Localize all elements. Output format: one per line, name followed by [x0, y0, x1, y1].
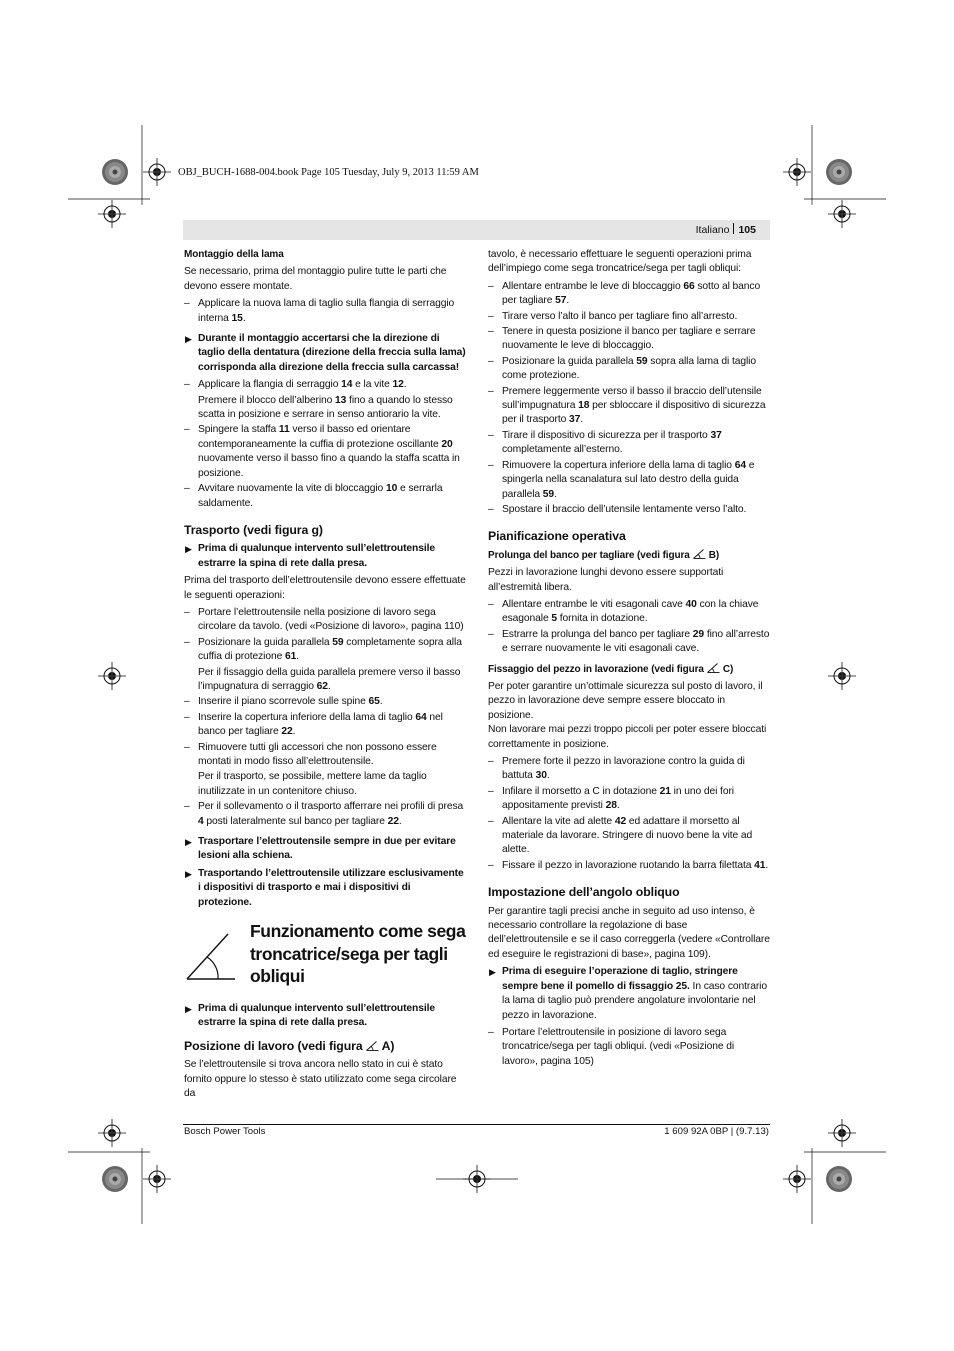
warning-item: ▶ Durante il montaggio accertarsi che la direzione di taglio della dentatura (direzione della freccia sulla lama) corrisponda alla direzione della freccia sulla carcassa!	[185, 333, 466, 373]
section-heading-impostazione: Impostazione dell’angolo obliquo	[488, 885, 680, 900]
section-heading-montaggio: Montaggio della lama	[184, 249, 284, 260]
subheading-prolunga: Prolunga del banco per tagliare (vedi figura B)	[488, 549, 720, 561]
right-column	[488, 248, 770, 1070]
list-item: – Avvitare nuovamente la vite di bloccaggio 10 e serrarla saldamente.	[184, 483, 443, 509]
list-item: – Tirare verso l’alto il banco per tagliare fino all’arresto.	[488, 310, 738, 322]
footer-doc-number: 1 609 92A 0BP | (9.7.13)	[664, 1126, 769, 1137]
warning-item: ▶ Prima di qualunque intervento sull’elettroutensile estrarre la spina di rete dalla presa.	[185, 543, 436, 569]
section-heading-posizione: Posizione di lavoro (vedi figura A)	[184, 1038, 395, 1053]
mitre-angle-icon	[184, 928, 238, 982]
warning-item: ▶ Trasportare l’elettroutensile sempre in due per evitare lesioni alla schiena.	[185, 836, 456, 862]
crosshair-registration-icon	[828, 200, 856, 228]
list-item: – Rimuovere la copertura inferiore della lama di taglio 64 e spingerla nella scanalatura sul lato destro della guida parallela 59.	[488, 459, 755, 500]
color-wheel-icon	[826, 1166, 852, 1192]
crosshair-registration-icon	[98, 200, 126, 228]
mitre-angle-icon	[366, 1041, 379, 1051]
color-wheel-icon	[102, 159, 128, 185]
running-header	[183, 220, 770, 240]
header-text	[696, 223, 756, 236]
list-item: – Allentare entrambe le viti esagonali cave 40 con la chiave esagonale 5 fornita in dotazione.	[488, 598, 759, 625]
list-item: – Applicare la flangia di serraggio 14 e la vite 12.	[184, 379, 407, 391]
footer-rule	[183, 1124, 770, 1125]
list-item-continuation: Premere il blocco dell’alberino 13 fino a quando lo stesso scatta in posizione e serrare in senso antiorario la vite.	[198, 394, 453, 421]
page-number: 105	[738, 224, 756, 236]
color-wheel-icon	[102, 1166, 128, 1192]
paragraph: Pezzi in lavorazione lunghi devono essere supportati all’estremità libera.	[488, 567, 724, 593]
list-item: – Spostare il braccio dell’utensile lentamente verso l’alto.	[488, 503, 747, 515]
crosshair-registration-icon	[828, 662, 856, 690]
warning-item: ▶ Trasportando l’elettroutensile utilizzare esclusivamente i dispositivi di trasporto e mai i dispositivi di protezione.	[185, 867, 464, 908]
list-item: – Premere forte il pezzo in lavorazione contro la guida di battuta 30.	[488, 756, 745, 782]
list-item-continuation: Per il trasporto, se possibile, mettere lame da taglio inutilizzate in un contenitore chiuso.	[198, 771, 427, 797]
chapter-heading-block	[184, 920, 466, 992]
list-item: – Tenere in questa posizione il banco per tagliare e serrare nuovamente le leve di bloccaggio.	[488, 326, 756, 352]
list-item: – Per il sollevamento o il trasporto afferrare nei profili di presa 4 posti lateralmente sul banco per tagliare 22.	[184, 801, 464, 827]
footer-brand: Bosch Power Tools	[184, 1126, 266, 1137]
mitre-angle-icon	[707, 663, 720, 673]
warning-item: ▶ Prima di eseguire l’operazione di taglio, stringere sempre bene il pomello di fissaggio 25. In caso contrario la lama di taglio può prendere angolature involontarie nel pezzo in lavorazione.	[489, 966, 767, 1021]
paragraph: tavolo, è necessario effettuare le seguenti operazioni prima dell’impiego come sega troncatrice/sega per tagli obliqui:	[488, 249, 752, 275]
subheading-fissaggio: Fissaggio del pezzo in lavorazione (vedi figura C)	[488, 663, 734, 675]
list-item: – Estrarre la prolunga del banco per tagliare 29 fino all’arresto e serrare nuovamente le viti esagonali cave.	[488, 628, 770, 655]
left-column	[184, 248, 466, 1105]
header-language: Italiano	[695, 224, 730, 236]
list-item: – Allentare la vite ad alette 42 ed adattare il morsetto al materiale da lavorare. Stringere di nuovo bene la vite ad alette.	[488, 815, 753, 856]
paragraph: Se l’elettroutensile si trova ancora nello stato in cui è stato fornito oppure lo stesso è stato utilizzato come sega circolare da	[184, 1059, 457, 1100]
header-separator	[733, 223, 734, 234]
warning-item: ▶ Prima di qualunque intervento sull’elettroutensile estrarre la spina di rete dalla presa.	[185, 1003, 436, 1029]
list-item-continuation: Per il fissaggio della guida parallela premere verso il basso l’impugnatura di serraggio 62.	[198, 666, 461, 692]
list-item: – Applicare la nuova lama di taglio sulla flangia di serraggio interna 15.	[184, 298, 455, 324]
mitre-angle-icon	[693, 549, 706, 559]
crosshair-registration-icon	[98, 1119, 126, 1147]
list-item: – Portare l’elettroutensile in posizione di lavoro sega troncatrice/sega per tagli obliqui. (vedi «Posizione di lavoro», pagina 105)	[488, 1026, 735, 1067]
paragraph: Se necessario, prima del montaggio pulire tutte le parti che devono essere montate.	[184, 266, 447, 292]
list-item: – Fissare il pezzo in lavorazione ruotando la barra filettata 41.	[488, 859, 769, 871]
list-item: – Inserire il piano scorrevole sulle spine 65.	[184, 696, 383, 708]
crosshair-registration-icon	[783, 158, 811, 186]
paragraph: Per poter garantire un’ottimale sicurezza sul posto di lavoro, il pezzo in lavorazione deve sempre essere bloccato in posizione.	[488, 680, 763, 721]
list-item: – Tirare il dispositivo di sicurezza per il trasporto 37 completamente all’esterno.	[488, 429, 722, 456]
list-item: – Posizionare la guida parallela 59 completamente sopra alla cuffia di protezione 61.	[184, 636, 462, 663]
crosshair-registration-icon	[828, 1119, 856, 1147]
crosshair-registration-icon	[143, 158, 171, 186]
crosshair-registration-icon	[143, 1165, 171, 1193]
paragraph: Per garantire tagli precisi anche in seguito ad uso intenso, è necessario controllare la regolazione di base dell’elettroutensile e se il caso correggerla (vedere «Controllare ed eseguire le registrazioni di base», pagina 109).	[488, 905, 770, 960]
color-wheel-icon	[826, 159, 852, 185]
crosshair-registration-icon	[783, 1165, 811, 1193]
list-item: – Portare l’elettroutensile nella posizione di lavoro sega circolare da tavolo. (vedi «Posizione di lavoro», pagina 110)	[184, 606, 464, 633]
list-item: – Infilare il morsetto a C in dotazione 21 in uno dei fori appositamente previsti 28.	[488, 785, 734, 812]
list-item: – Inserire la copertura inferiore della lama di taglio 64 nel banco per tagliare 22.	[184, 711, 443, 738]
list-item: – Spingere la staffa 11 verso il basso ed orientare contemporaneamente la cuffia di protezione oscillante 20 nuovamente verso il basso fino a quando la staffa scatta in posizione.	[184, 424, 460, 479]
list-item: – Posizionare la guida parallela 59 sopra alla lama di taglio come protezione.	[488, 355, 756, 382]
chapter-title: Funzionamento come sega troncatrice/sega per tagli obliqui	[250, 921, 466, 987]
paragraph: Prima del trasporto dell’elettroutensile devono essere effettuate le seguenti operazioni:	[184, 575, 466, 601]
crosshair-registration-icon	[98, 662, 126, 690]
list-item: – Premere leggermente verso il basso il braccio dell’utensile sull’impugnatura 18 per sbloccare il dispositivo di sicurezza per il trasporto 37.	[488, 385, 766, 426]
list-item: – Rimuovere tutti gli accessori che non possono essere montati in modo fisso all’elettroutensile.	[184, 741, 437, 767]
printer-slug: OBJ_BUCH-1688-004.book Page 105 Tuesday, July 9, 2013 11:59 AM	[178, 167, 479, 178]
section-heading-trasporto: Trasporto (vedi figura g)	[184, 522, 323, 537]
section-heading-pianificazione: Pianificazione operativa	[488, 529, 626, 544]
paragraph: Non lavorare mai pezzi troppo piccoli per poter essere bloccati correttamente in posizione.	[488, 724, 767, 750]
list-item: – Allentare entrambe le leve di bloccaggio 66 sotto al banco per tagliare 57.	[488, 280, 761, 307]
